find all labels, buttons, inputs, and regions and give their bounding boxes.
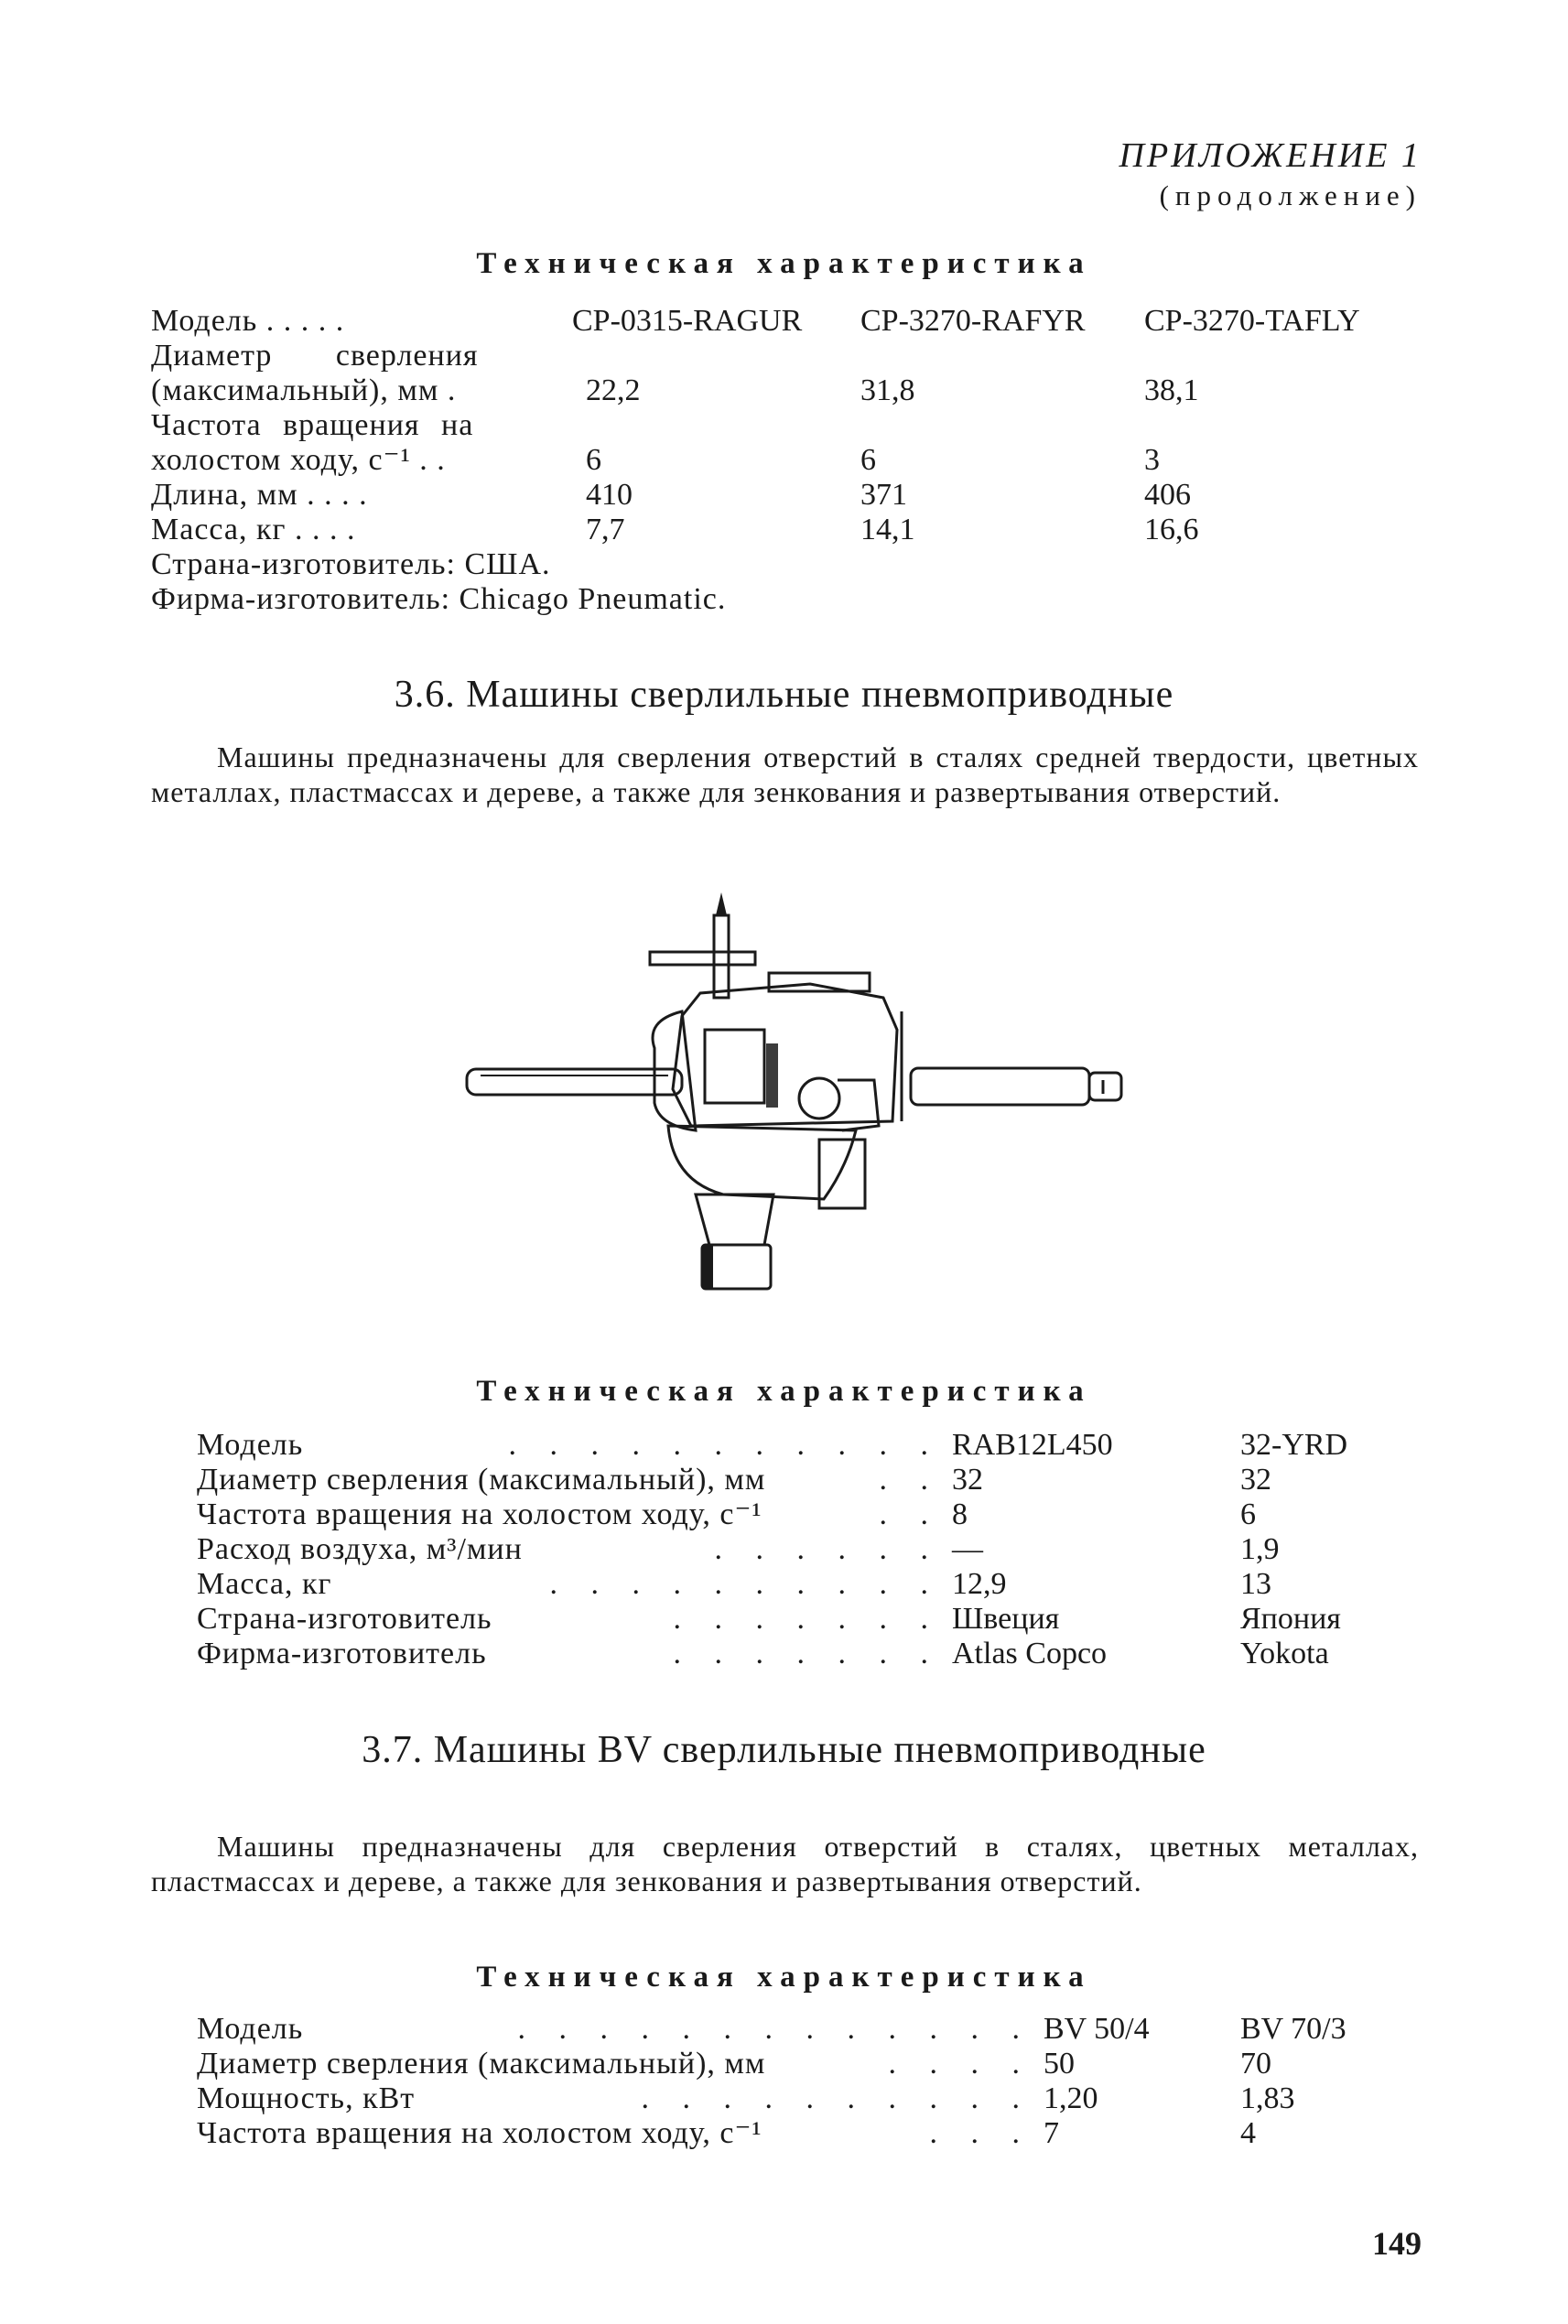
table1-speed-2: 6 <box>860 443 876 477</box>
table3-row <box>197 2047 1433 2081</box>
table2-row-leader-dots: . . . . . . <box>714 1532 941 1566</box>
table2-row <box>197 1428 1433 1463</box>
table2-row <box>197 1637 1433 1671</box>
table1-mass-3: 16,6 <box>1144 513 1199 546</box>
table1-diameter-label-2: (максимальный), мм . <box>151 373 457 407</box>
table1-row-diameter-a <box>151 339 1433 373</box>
table2-row-value-a: RAB12L450 <box>952 1428 1113 1462</box>
table1-mass-label: Масса, кг . . . . <box>151 513 356 546</box>
table3-row <box>197 2116 1433 2151</box>
table2-row-value-b: 6 <box>1240 1497 1256 1531</box>
table3 <box>197 2012 1433 2151</box>
table3-row-leader-dots: . . . <box>929 2116 1033 2150</box>
table2-row <box>197 1463 1433 1497</box>
section-3-6-text: Машины предназначены для сверления отверстий в сталях средней твердости, цветных металлах, пластмассах и дереве, а также для зенкования и развертывания отверстий. <box>151 740 1419 808</box>
drill-figure <box>462 892 1140 1295</box>
table1-length-2: 371 <box>860 478 907 512</box>
table2-row-label: Расход воздуха, м³/мин <box>197 1532 523 1566</box>
table3-row <box>197 2081 1433 2116</box>
table3-row-value-b: 4 <box>1240 2116 1256 2150</box>
table1-length-3: 406 <box>1144 478 1191 512</box>
table2-row-value-b: 32 <box>1240 1463 1271 1497</box>
table1-row-speed-a <box>151 408 1433 443</box>
table2-row-leader-dots: . . . . . . . . . . <box>549 1567 941 1601</box>
table2-row-value-a: — <box>952 1532 983 1566</box>
section-3-7-text-block <box>151 1829 1419 1898</box>
table1-mass-1: 7,7 <box>586 513 625 546</box>
table3-row-value-b: BV 70/3 <box>1240 2012 1346 2046</box>
table2-row-value-a: Швеция <box>952 1602 1060 1636</box>
table1-caption: Техническая характеристика <box>476 247 1092 280</box>
table1-speed-3: 3 <box>1144 443 1160 477</box>
table2-row-leader-dots: . . . . . . . <box>673 1637 941 1670</box>
table3-row-label: Частота вращения на холостом ходу, с⁻¹ <box>197 2116 762 2150</box>
table1-diameter-label-1: Диаметр сверления <box>151 339 479 373</box>
table1-row-mass <box>151 513 1433 547</box>
table2 <box>197 1428 1433 1671</box>
table2-row-label: Фирма-изготовитель <box>197 1637 487 1670</box>
table1-mass-2: 14,1 <box>860 513 915 546</box>
table1-row-length <box>151 478 1433 513</box>
table2-row-value-a: 8 <box>952 1497 968 1531</box>
table1-country: Страна-изготовитель: США. <box>151 547 551 581</box>
table2-row-leader-dots: . . <box>879 1463 941 1497</box>
table3-row-value-a: BV 50/4 <box>1044 2012 1150 2046</box>
table1-company: Фирма-изготовитель: Chicago Pneumatic. <box>151 582 727 616</box>
table2-row-label: Частота вращения на холостом ходу, с⁻¹ <box>197 1497 762 1531</box>
table2-row-value-b: Yokota <box>1240 1637 1329 1670</box>
appendix-header <box>1119 135 1422 212</box>
table2-row-value-b: 1,9 <box>1240 1532 1280 1566</box>
table3-row-value-a: 1,20 <box>1044 2081 1098 2115</box>
table1-row-diameter-b <box>151 373 1433 408</box>
table3-row-label: Мощность, кВт <box>197 2081 416 2115</box>
table2-row <box>197 1567 1433 1602</box>
table1-row-speed-b <box>151 443 1433 478</box>
table1-model-1: CP-0315-RAGUR <box>572 304 803 338</box>
table2-row-label: Страна-изготовитель <box>197 1602 492 1636</box>
table1-diameter-2: 31,8 <box>860 373 915 407</box>
table1-country-row <box>151 547 1433 582</box>
table1-speed-label-2: холостом ходу, с⁻¹ . . <box>151 443 446 477</box>
section-3-6-title: 3.6. Машины сверлильные пневмоприводные <box>394 674 1174 716</box>
table3-row-value-a: 7 <box>1044 2116 1059 2150</box>
table3-row-label: Диаметр сверления (максимальный), мм <box>197 2047 766 2081</box>
table2-row-label: Модель <box>197 1428 304 1462</box>
table1-speed-1: 6 <box>586 443 601 477</box>
table1-row-model <box>151 304 1433 339</box>
table1-model-3: CP-3270-TAFLY <box>1144 304 1360 338</box>
table3-caption: Техническая характеристика <box>476 1961 1092 1994</box>
table1-company-row <box>151 582 1433 617</box>
table3-row <box>197 2012 1433 2047</box>
table2-row-label: Масса, кг <box>197 1567 332 1601</box>
table2-row-value-b: 32-YRD <box>1240 1428 1348 1462</box>
table1-model-2: CP-3270-RAFYR <box>860 304 1086 338</box>
table2-row-leader-dots: . . . . . . . . . . . <box>508 1428 941 1462</box>
table2-row <box>197 1497 1433 1532</box>
table2-row-value-b: Япония <box>1240 1602 1341 1636</box>
section-3-6-text-block <box>151 740 1419 809</box>
table3-row-leader-dots: . . . . . . . . . . . . . <box>517 2012 1033 2046</box>
table3-row-value-b: 1,83 <box>1240 2081 1295 2115</box>
table2-row-value-a: 32 <box>952 1463 983 1497</box>
table1-diameter-3: 38,1 <box>1144 373 1199 407</box>
table3-row-label: Модель <box>197 2012 304 2046</box>
table2-row-leader-dots: . . <box>879 1497 941 1531</box>
table2-row-value-b: 13 <box>1240 1567 1271 1601</box>
table2-row-label: Диаметр сверления (максимальный), мм <box>197 1463 766 1497</box>
table2-row-value-a: Atlas Copco <box>952 1637 1108 1670</box>
table2-row <box>197 1602 1433 1637</box>
table2-row-value-a: 12,9 <box>952 1567 1007 1601</box>
table3-row-value-b: 70 <box>1240 2047 1271 2081</box>
table2-row <box>197 1532 1433 1567</box>
page-number: 149 <box>1372 2225 1422 2262</box>
table1 <box>151 304 1433 617</box>
pneumatic-drill-illustration <box>462 892 1140 1295</box>
table1-length-label: Длина, мм . . . . <box>151 478 368 512</box>
table3-row-leader-dots: . . . . <box>888 2047 1033 2081</box>
section-3-7-text: Машины предназначены для сверления отверстий в сталях, цветных металлах, пластмассах и дереве, а также для зенкования и развертывания отверстий. <box>151 1830 1419 1897</box>
table1-diameter-1: 22,2 <box>586 373 641 407</box>
table1-model-label: Модель . . . . . <box>151 304 345 338</box>
appendix-subtitle: (продолжение) <box>1159 179 1422 211</box>
table1-length-1: 410 <box>586 478 633 512</box>
table3-row-leader-dots: . . . . . . . . . . <box>641 2081 1033 2115</box>
table2-caption: Техническая характеристика <box>476 1375 1092 1408</box>
section-3-7-title: 3.7. Машины BV сверлильные пневмоприводные <box>362 1729 1206 1771</box>
table3-row-value-a: 50 <box>1044 2047 1075 2081</box>
table1-speed-label-1: Частота вращения на <box>151 408 474 442</box>
appendix-title: ПРИЛОЖЕНИЕ 1 <box>1119 136 1422 175</box>
table2-row-leader-dots: . . . . . . . <box>673 1602 941 1636</box>
